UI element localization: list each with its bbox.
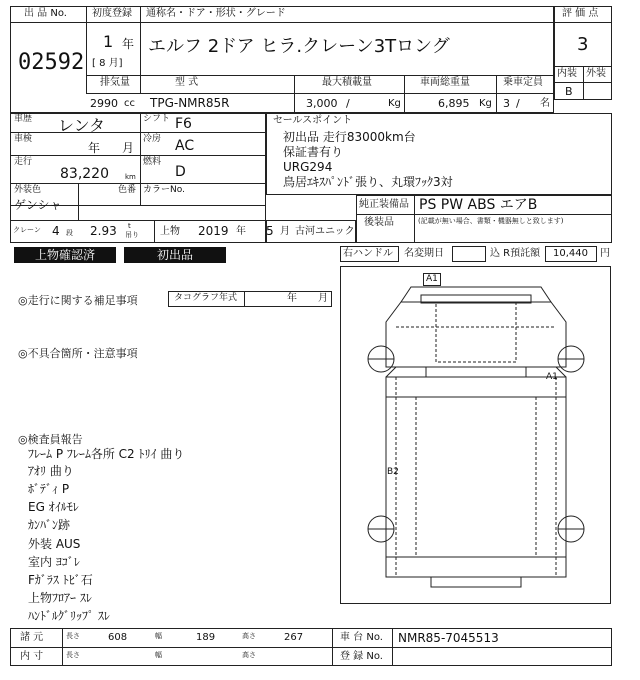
damage-mark-roof: A1 — [423, 273, 441, 286]
sales-line-1: 初出品 走行83000km台 — [283, 130, 416, 144]
shift-value: F6 — [175, 116, 192, 132]
sales-line-4: 鳥居ｴｷｽﾊﾟﾝﾄﾞ張り、丸環ﾌｯｸ3対 — [283, 175, 453, 189]
driving-title: ◎走行に関する補足事項 — [18, 294, 138, 307]
gross-label: 車両総重量 — [420, 77, 470, 88]
name-change-label: 名変期日 — [404, 248, 444, 259]
ton-unit-bottom: 吊り — [125, 231, 139, 239]
inspector-line-5: ｶﾝﾊﾞﾝ跡 — [28, 518, 71, 532]
model-label: 通称名・ドア・形状・グレード — [146, 8, 286, 19]
interior-height-label: 高さ — [242, 651, 256, 659]
color-code-label: カラーNo. — [143, 185, 185, 195]
type-label: 型 式 — [175, 77, 199, 88]
interior-length-label: 長さ — [66, 651, 80, 659]
interior-grade: B — [565, 85, 573, 98]
mileage-unit: km — [125, 173, 136, 181]
exterior-label: 外装 — [586, 68, 606, 79]
inspector-line-8: Fｶﾞﾗｽ ﾄﾋﾞ石 — [28, 573, 93, 587]
overall-grade: 3 — [577, 34, 589, 55]
capacity: 3 — [503, 97, 510, 110]
vehicle-diagram — [340, 266, 611, 604]
handle-label: 右ハンドル — [343, 248, 393, 259]
inspector-line-9: 上物ﾌﾛｱｰ ｽﾚ — [28, 591, 92, 605]
sales-title: セールスポイント — [273, 115, 353, 126]
shift-label: シフト — [143, 114, 171, 124]
capacity-label: 乗車定員 — [503, 77, 543, 88]
first-reg-month: [ 8 月] — [92, 58, 123, 69]
inspector-line-10: ﾊﾝﾄﾞﾙｸﾞﾘｯﾌﾟ ｽﾚ — [28, 609, 110, 623]
color-value: ゲンシャ — [14, 198, 62, 212]
length-value: 608 — [108, 632, 128, 643]
defect-title: ◎不具合箇所・注意事項 — [18, 347, 138, 360]
mileage-value: 83,220 — [60, 166, 109, 182]
lot-label: 出 品 No. — [24, 8, 67, 19]
ton-unit-top: t — [128, 222, 131, 230]
inspection-month-unit: 月 — [122, 141, 135, 155]
stage-unit: 段 — [66, 229, 73, 237]
upper-maker: 古河ユニック — [295, 226, 355, 237]
inspector-line-7: 室内 ﾖｺﾞﾚ — [28, 555, 80, 569]
height-label: 高さ — [242, 632, 256, 640]
lot-number: 02592 — [18, 50, 85, 75]
retrofit-note: (記載が無い場合、書類・機器無しと致します) — [418, 217, 564, 225]
history-value: レンタ — [58, 116, 105, 135]
interior-label: 内装 — [557, 68, 577, 79]
load-sep: / — [346, 97, 350, 110]
crane-label: クレーン — [13, 226, 41, 234]
dims-label: 諸 元 — [20, 632, 44, 643]
inspector-line-2: ｱｵﾘ 曲り — [28, 464, 74, 478]
inspection-year-unit: 年 — [88, 141, 101, 155]
interior-width-label: 幅 — [155, 651, 162, 659]
truck-outline — [341, 267, 610, 603]
load-unit: Kg — [388, 98, 401, 109]
ac-value: AC — [175, 138, 195, 154]
upper-label: 上物 — [160, 226, 180, 237]
registration-label: 登 録 No. — [340, 651, 383, 662]
capacity-unit: 名 — [540, 98, 550, 109]
recycle-unit: 円 — [600, 248, 610, 259]
history-label: 車歴 — [14, 114, 33, 124]
height-value: 267 — [284, 632, 304, 643]
first-reg-year: 1 — [103, 32, 114, 51]
displacement-unit: cc — [124, 98, 135, 109]
gross-unit: Kg — [479, 98, 492, 109]
displacement-label: 排気量 — [100, 77, 130, 88]
tacho-month-unit: 月 — [318, 293, 328, 304]
model-name: エルフ 2ドア ヒラ.クレーン3Tロング — [148, 36, 450, 57]
gross-weight: 6,895 — [438, 97, 470, 110]
fuel-value: D — [175, 164, 186, 180]
fuel-label: 燃料 — [143, 157, 162, 167]
chassis-label: 車 台 No. — [340, 632, 383, 643]
sales-line-3: URG294 — [283, 160, 333, 174]
recycle-label: 込 R預託額 — [490, 248, 541, 259]
crane-tons: 2.93 — [90, 224, 117, 238]
inspector-line-4: EG ｵｲﾙﾓﾚ — [28, 500, 79, 514]
damage-mark-right: A1 — [546, 372, 558, 382]
length-label: 長さ — [66, 632, 80, 640]
upper-year-unit: 年 — [236, 226, 246, 237]
upper-year: 2019 — [198, 224, 229, 238]
sales-line-2: 保証書有り — [283, 145, 344, 159]
color-no-label: 色番 — [118, 185, 137, 195]
tacho-year-unit: 年 — [287, 293, 297, 304]
displacement: 2990 — [90, 97, 118, 110]
ac-label: 冷房 — [143, 134, 162, 144]
equipment-value: PS PW ABS エアB — [419, 197, 538, 213]
upper-month: 5 — [266, 224, 274, 238]
upper-check-badge: 上物確認済 — [14, 247, 116, 263]
mileage-label: 走行 — [14, 157, 33, 167]
width-value: 189 — [196, 632, 216, 643]
crane-stages: 4 — [52, 224, 60, 238]
width-label: 幅 — [155, 632, 162, 640]
inspector-line-1: ﾌﾚｰﾑ P ﾌﾚｰﾑ各所 C2 ﾄﾘｲ 曲り — [28, 447, 185, 461]
chassis-value: NMR85-7045513 — [398, 631, 499, 645]
equipment-label: 純正装備品 — [359, 199, 409, 210]
capacity-sep: / — [516, 97, 520, 110]
inspector-line-3: ﾎﾞﾃﾞｨ P — [28, 482, 70, 496]
tacho-label: タコグラフ年式 — [174, 293, 238, 303]
grade-label: 評 価 点 — [562, 8, 599, 19]
model-type: TPG-NMR85R — [150, 96, 230, 110]
recycle-value: 10,440 — [553, 248, 588, 259]
upper-month-unit: 月 — [280, 226, 290, 237]
inspection-label: 車検 — [14, 134, 33, 144]
year-unit: 年 — [122, 37, 135, 51]
first-reg-label: 初度登録 — [92, 8, 132, 19]
load-label: 最大積載量 — [322, 77, 372, 88]
inspector-line-6: 外装 AUS — [28, 537, 81, 551]
max-load: 3,000 — [306, 97, 338, 110]
damage-mark-bed: B2 — [387, 467, 399, 477]
interior-dims-label: 内 寸 — [20, 651, 44, 662]
inspector-title: ◎検査員報告 — [18, 433, 83, 446]
color-label: 外装色 — [14, 185, 42, 195]
retrofit-label: 後装品 — [364, 217, 394, 228]
first-listing-badge: 初出品 — [124, 247, 226, 263]
